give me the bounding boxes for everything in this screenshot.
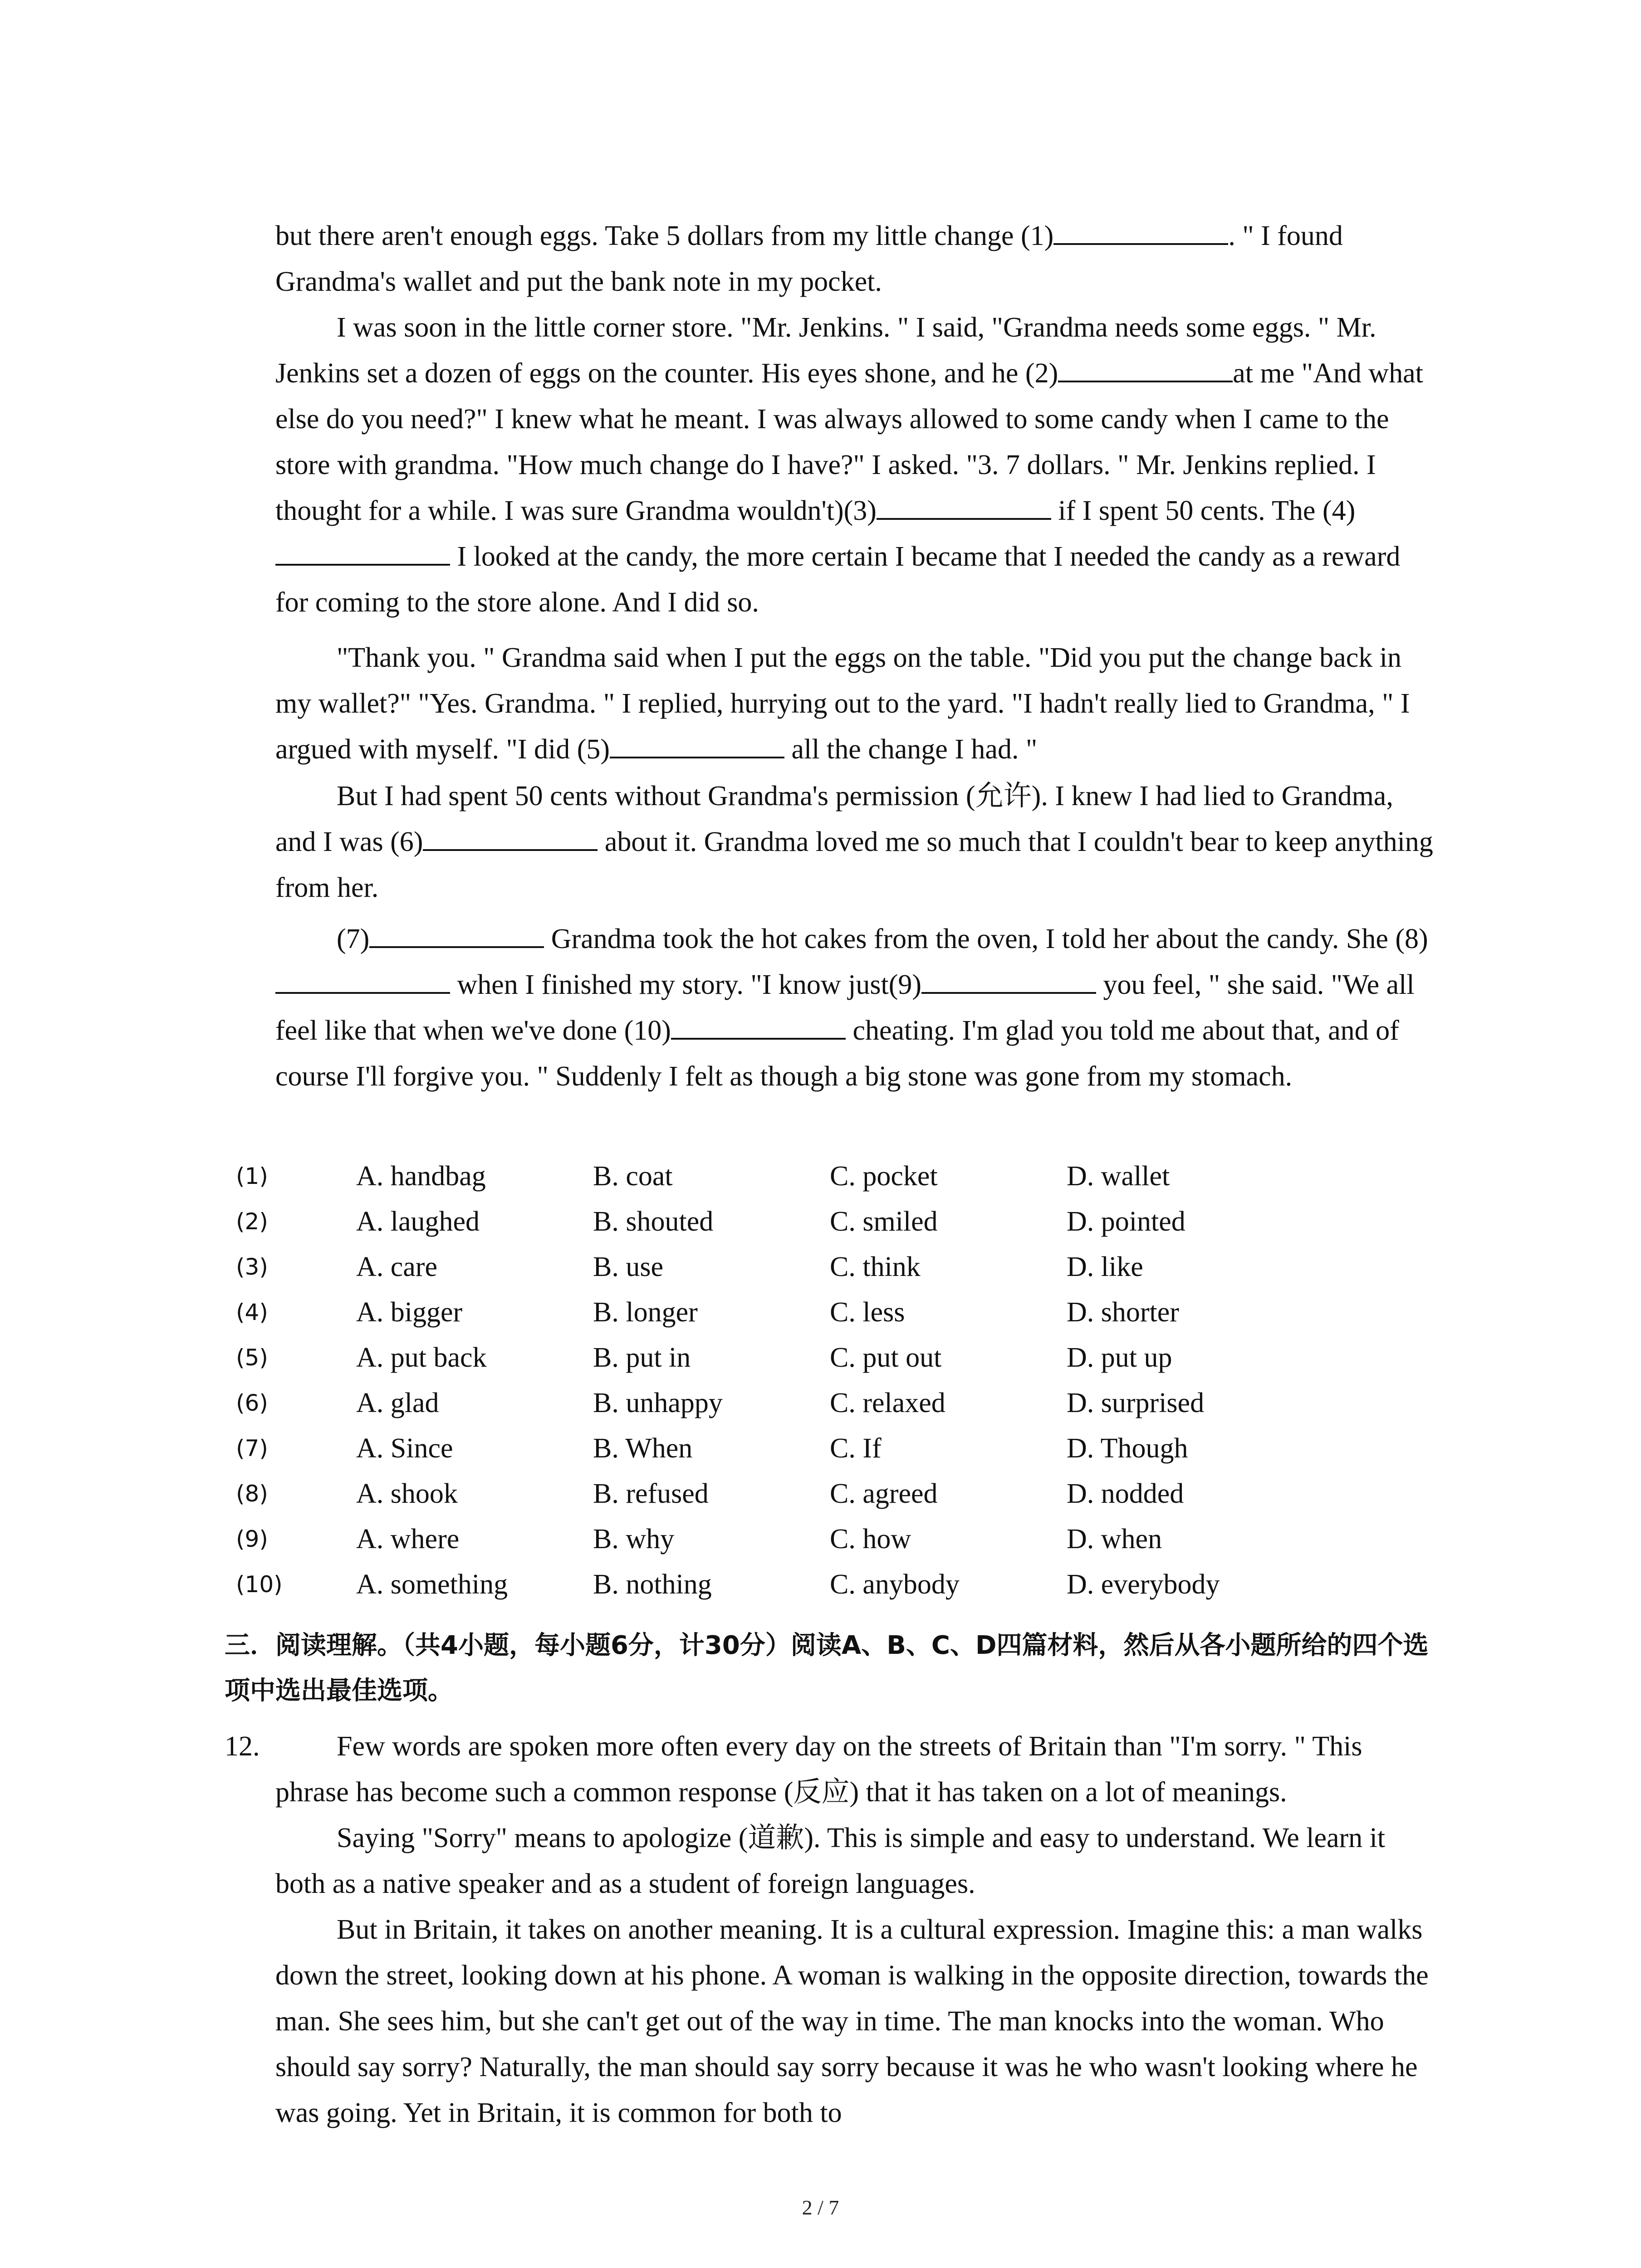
option-b[interactable]: B. refused <box>593 1478 709 1509</box>
cloze-text: but there aren't enough eggs. Take 5 dollars from my little change (1) <box>275 220 1054 251</box>
option-number: (3) <box>236 1254 268 1280</box>
option-number: (2) <box>236 1208 268 1235</box>
option-number: (6) <box>236 1390 268 1416</box>
cloze-text: if I spent 50 cents. The (4) <box>1051 495 1356 526</box>
option-a[interactable]: A. care <box>356 1251 437 1282</box>
cloze-text: I looked at the candy, the more certain I became that I needed the candy as a reward for coming to the store alone. And I did so. <box>275 541 1401 618</box>
option-b[interactable]: B. When <box>593 1433 693 1464</box>
blank-5[interactable] <box>610 731 784 758</box>
blank-3[interactable] <box>877 493 1051 520</box>
reading-paragraph-1: Few words are spoken more often every day on the streets of Britain than "I'm sorry. " This phrase has become such a common response (反应) that it has taken on a lot of meanings. <box>275 1731 1362 1808</box>
option-d[interactable]: D. shorter <box>1067 1297 1179 1328</box>
option-d[interactable]: D. like <box>1067 1251 1143 1282</box>
option-a[interactable]: A. handbag <box>356 1161 486 1192</box>
option-c[interactable]: C. how <box>830 1524 911 1554</box>
cloze-text: Grandma took the hot cakes from the oven, I told her about the candy. She (8) <box>544 924 1428 954</box>
page-number: 2 / 7 <box>802 2196 839 2219</box>
option-a[interactable]: A. laughed <box>356 1206 480 1237</box>
option-c[interactable]: C. think <box>830 1251 921 1282</box>
cloze-text: about it. Grandma loved me so much that I couldn't bear to keep anything from her. <box>275 826 1433 903</box>
option-d[interactable]: D. Though <box>1067 1433 1188 1464</box>
option-b[interactable]: B. put in <box>593 1342 691 1373</box>
option-number: (10) <box>236 1571 283 1598</box>
blank-6[interactable] <box>423 824 598 851</box>
option-c[interactable]: C. put out <box>830 1342 942 1373</box>
reading-paragraph-3: But in Britain, it takes on another meaning. It is a cultural expression. Imagine this: a man walks down the street, looking down at his phone. A woman is walking in the opposite direction, towards the man. She sees him, but she can't get out of the way in time. The man knocks into the woman. Who should say sorry? Naturally, the man should say sorry because it was he who wasn't looking where he was going. Yet in Britain, it is common for both to <box>275 1914 1429 2128</box>
option-c[interactable]: C. If <box>830 1433 882 1464</box>
option-number: (5) <box>236 1344 268 1371</box>
option-d[interactable]: D. everybody <box>1067 1569 1220 1600</box>
option-c[interactable]: C. less <box>830 1297 905 1328</box>
section-3-heading: 三．阅读理解。（共4小题，每小题6分，计30分）阅读A、B、C、D四篇材料，然后从各小题所给的四个选项中选出最佳选项。 <box>225 1631 1429 1706</box>
option-d[interactable]: D. pointed <box>1067 1206 1185 1237</box>
option-b[interactable]: B. longer <box>593 1297 698 1328</box>
option-a[interactable]: A. Since <box>356 1433 453 1464</box>
option-c[interactable]: C. anybody <box>830 1569 960 1600</box>
option-row-1 <box>236 1154 1325 1199</box>
cloze-text: all the change I had. " <box>784 734 1038 765</box>
cloze-text: . " I found Grandma's wallet and put the bank note in my pocket. <box>275 220 1343 297</box>
option-a[interactable]: A. put back <box>356 1342 487 1373</box>
option-row-2 <box>236 1199 1325 1245</box>
option-row-8 <box>236 1471 1325 1517</box>
option-row-3 <box>236 1244 1325 1290</box>
cloze-text: at me "And what else do you need?" I knew what he meant. I was always allowed to some candy when I came to the store with grandma. "How much change do I have?" I asked. "3. 7 dollars. " Mr. Jenkins replied. I thought for a while. I was sure Grandma wouldn't)(3) <box>275 358 1423 526</box>
cloze-text: cheating. I'm glad you told me about that, and of course I'll forgive you. " Suddenly I felt as though a big stone was gone from my stomach. <box>275 1015 1399 1092</box>
cloze-paragraph-4 <box>275 773 1437 911</box>
blank-2[interactable] <box>1058 355 1233 382</box>
option-c[interactable]: C. agreed <box>830 1478 938 1509</box>
cloze-paragraph-2 <box>275 305 1437 626</box>
cloze-paragraph-5 <box>275 916 1437 1100</box>
option-number: (7) <box>236 1435 268 1461</box>
option-number: (9) <box>236 1526 268 1552</box>
option-b[interactable]: B. shouted <box>593 1206 714 1237</box>
option-d[interactable]: D. surprised <box>1067 1388 1205 1418</box>
cloze-text: when I finished my story. "I know just(9) <box>450 969 921 1000</box>
option-c[interactable]: C. pocket <box>830 1161 938 1192</box>
cloze-text: "Thank you. " Grandma said when I put the eggs on the table. "Did you put the change back in my wallet?" "Yes. Grandma. " I replied, hurrying out to the yard. "I hadn't really lied to Grandma, " I argued with myself. "I did (5) <box>275 642 1410 765</box>
option-b[interactable]: B. unhappy <box>593 1388 723 1418</box>
option-a[interactable]: A. glad <box>356 1388 439 1418</box>
option-row-9 <box>236 1516 1325 1562</box>
option-a[interactable]: A. something <box>356 1569 508 1600</box>
option-c[interactable]: C. relaxed <box>830 1388 945 1418</box>
option-d[interactable]: D. put up <box>1067 1342 1172 1373</box>
option-a[interactable]: A. bigger <box>356 1297 463 1328</box>
blank-9[interactable] <box>921 967 1096 994</box>
option-d[interactable]: D. when <box>1067 1524 1162 1554</box>
option-number: (4) <box>236 1299 268 1325</box>
blank-7[interactable] <box>369 921 544 948</box>
option-row-4 <box>236 1290 1325 1335</box>
option-d[interactable]: D. nodded <box>1067 1478 1184 1509</box>
option-row-5 <box>236 1335 1325 1381</box>
blank-1[interactable] <box>1053 218 1228 245</box>
blank-4[interactable] <box>275 538 450 566</box>
option-a[interactable]: A. where <box>356 1524 460 1554</box>
option-row-7 <box>236 1426 1325 1471</box>
option-row-6 <box>236 1380 1325 1426</box>
blank-8[interactable] <box>275 967 450 994</box>
question-number: 12. <box>225 1731 260 1762</box>
cloze-paragraph-3 <box>275 635 1437 772</box>
option-b[interactable]: B. coat <box>593 1161 673 1192</box>
option-c[interactable]: C. smiled <box>830 1206 938 1237</box>
blank-10[interactable] <box>671 1012 846 1040</box>
cloze-text: you feel, " she said. "We all feel like that when we've done (10) <box>275 969 1415 1046</box>
option-number: (8) <box>236 1481 268 1507</box>
option-b[interactable]: B. nothing <box>593 1569 712 1600</box>
cloze-text: I was soon in the little corner store. "Mr. Jenkins. " I said, "Grandma needs some eggs. " Mr. Jenkins set a dozen of eggs on the counter. His eyes shone, and he (2) <box>275 312 1376 389</box>
option-d[interactable]: D. wallet <box>1067 1161 1170 1192</box>
option-row-10 <box>236 1562 1325 1608</box>
cloze-text: (7) <box>337 924 370 954</box>
option-b[interactable]: B. use <box>593 1251 663 1282</box>
option-number: (1) <box>236 1163 268 1189</box>
cloze-paragraph-1 <box>275 213 1437 305</box>
option-a[interactable]: A. shook <box>356 1478 458 1509</box>
option-b[interactable]: B. why <box>593 1524 675 1554</box>
cloze-text: But I had spent 50 cents without Grandma's permission (允许). I knew I had lied to Grandma, and I was (6) <box>275 781 1393 857</box>
reading-paragraph-2: Saying "Sorry" means to apologize (道歉). This is simple and easy to understand. We learn it both as a native speaker and as a student of foreign languages. <box>275 1823 1386 1899</box>
